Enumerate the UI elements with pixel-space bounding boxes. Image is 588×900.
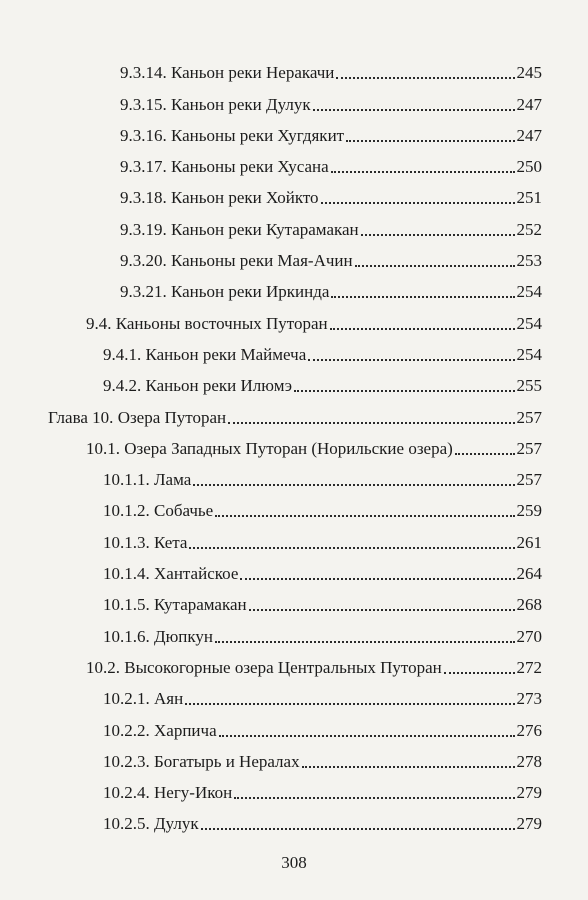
toc-entry-title: Лама (154, 470, 192, 490)
toc-entry-label (86, 658, 444, 678)
toc-entry-title: Каньон реки Неракачи (171, 63, 335, 83)
toc-entry-title: Каньон реки Кутарамакан (171, 219, 359, 239)
toc-entry-label (120, 95, 313, 115)
dot-leader (215, 641, 514, 643)
toc-entry (0, 365, 542, 396)
dot-leader (219, 735, 515, 737)
toc-entry-number: 9.3.17. (120, 157, 167, 177)
dot-leader (313, 109, 515, 111)
toc-entry-number: 9.3.20. (120, 251, 167, 271)
toc-entry-number: 9.3.18. (120, 188, 167, 208)
toc-entry-page: 272 (516, 657, 542, 677)
toc-entry-number: 10.2.1. (103, 689, 150, 709)
dot-leader (361, 234, 515, 236)
toc-entry-page: 257 (516, 438, 542, 458)
toc-entry (0, 177, 542, 208)
toc-entry-label (103, 689, 185, 709)
toc-entry-page: 279 (516, 783, 542, 803)
toc-entry-page: 254 (516, 344, 542, 364)
toc-entry-number: 10.1. (86, 438, 120, 458)
toc-entry-page: 251 (516, 188, 542, 208)
dot-leader (331, 171, 515, 173)
toc-entry (0, 490, 542, 521)
dot-leader (336, 77, 514, 79)
toc-entry-label (103, 595, 249, 615)
page-number: 308 (281, 853, 307, 872)
toc-entry-number: 9.4.1. (103, 344, 142, 364)
toc-entry-label (120, 188, 321, 208)
dot-leader (185, 703, 514, 705)
toc-entry-number: Глава 10. (48, 407, 114, 427)
toc-entry-title: Дулук (154, 814, 199, 834)
toc-entry-page: 254 (516, 282, 542, 302)
toc-entry-label (120, 251, 355, 271)
toc-entry-title: Дюпкун (154, 626, 214, 646)
toc-entry-label (120, 157, 331, 177)
toc-entry-number: 10.1.6. (103, 626, 150, 646)
dot-leader (330, 328, 515, 330)
toc-entry-title: Каньоны реки Хусана (171, 157, 329, 177)
toc-entry-label (103, 533, 189, 553)
toc-entry-page: 270 (516, 626, 542, 646)
toc-entry-page: 257 (516, 470, 542, 490)
toc-entry-page: 268 (516, 595, 542, 615)
toc-entry (0, 302, 542, 333)
toc-entry-title: Богатырь и Нералах (154, 751, 300, 771)
dot-leader (215, 515, 514, 517)
toc-entry-title: Каньон реки Дулук (171, 94, 311, 114)
toc-entry-title: Аян (154, 689, 184, 709)
toc-entry-label (120, 63, 336, 83)
toc-entry-page: 253 (516, 251, 542, 271)
toc-entry-number: 10.1.2. (103, 501, 150, 521)
toc-entry-label (103, 814, 201, 834)
table-of-contents (0, 52, 588, 834)
toc-entry-page: 245 (516, 63, 542, 83)
toc-entry (0, 647, 542, 678)
toc-entry-page: 250 (516, 157, 542, 177)
toc-entry-label (103, 376, 294, 396)
dot-leader (189, 547, 514, 549)
toc-entry-title: Каньон реки Илюмэ (145, 376, 293, 396)
toc-entry-title: Каньоны реки Хугдякит (171, 125, 345, 145)
dot-leader (193, 484, 514, 486)
toc-entry-number: 9.3.15. (120, 94, 167, 114)
toc-entry (0, 459, 542, 490)
toc-entry-page: 247 (516, 94, 542, 114)
toc-entry-page: 257 (516, 407, 542, 427)
toc-entry-number: 10.2.2. (103, 720, 150, 740)
dot-leader (321, 202, 515, 204)
toc-entry-title: Высокогорные озера Центральных Путоран (124, 657, 442, 677)
toc-entry (0, 741, 542, 772)
dot-leader (249, 609, 515, 611)
toc-entry-page: 254 (516, 313, 542, 333)
toc-entry-label (86, 314, 330, 334)
toc-entry-title: Озера Западных Путоран (Норильские озера) (124, 438, 453, 458)
toc-entry (0, 208, 542, 239)
toc-entry-label (103, 564, 240, 584)
toc-entry-label (103, 345, 308, 365)
dot-leader (346, 140, 514, 142)
toc-entry-title: Харпича (154, 720, 217, 740)
toc-entry-number: 9.3.16. (120, 125, 167, 145)
toc-entry-number: 10.1.4. (103, 564, 150, 584)
toc-entry (0, 553, 542, 584)
dot-leader (444, 672, 515, 674)
toc-entry (0, 271, 542, 302)
dot-leader (234, 797, 514, 799)
toc-entry (0, 52, 542, 83)
toc-entry-page: 276 (516, 720, 542, 740)
toc-entry-title: Каньон реки Хойкто (171, 188, 319, 208)
toc-entry-page: 261 (516, 532, 542, 552)
toc-entry-label (48, 408, 228, 428)
toc-entry-label (103, 783, 234, 803)
toc-entry (0, 240, 542, 271)
toc-entry-number: 9.3.14. (120, 63, 167, 83)
toc-entry-page: 259 (516, 501, 542, 521)
toc-entry-label (103, 501, 215, 521)
toc-entry-label (120, 282, 331, 302)
toc-entry-title: Каньон реки Иркинда (171, 282, 330, 302)
dot-leader (331, 296, 514, 298)
toc-entry-label (103, 752, 302, 772)
toc-entry (0, 615, 542, 646)
dot-leader (302, 766, 515, 768)
toc-entry-page: 247 (516, 125, 542, 145)
dot-leader (455, 453, 515, 455)
toc-entry-page: 273 (516, 689, 542, 709)
toc-entry-title: Кутарамакан (154, 595, 247, 615)
toc-entry-page: 252 (516, 219, 542, 239)
toc-entry-title: Каньоны реки Мая-Ачин (171, 251, 353, 271)
toc-entry-label (86, 439, 455, 459)
toc-entry-label (120, 126, 346, 146)
dot-leader (294, 390, 514, 392)
dot-leader (228, 422, 514, 424)
dot-leader (355, 265, 515, 267)
toc-entry (0, 521, 542, 552)
toc-entry-title: Каньон реки Маймеча (145, 344, 307, 364)
toc-entry (0, 396, 542, 427)
toc-entry-number: 10.2.4. (103, 783, 150, 803)
toc-entry (0, 334, 542, 365)
toc-entry (0, 709, 542, 740)
toc-entry-page: 264 (516, 564, 542, 584)
toc-entry-label (103, 721, 219, 741)
toc-entry-title: Собачье (154, 501, 214, 521)
toc-entry-page: 278 (516, 751, 542, 771)
toc-entry-title: Негу-Икон (154, 783, 233, 803)
toc-entry (0, 83, 542, 114)
toc-entry-page: 279 (516, 814, 542, 834)
toc-entry-label (120, 220, 361, 240)
dot-leader (240, 578, 514, 580)
toc-entry-number: 10.2.3. (103, 751, 150, 771)
toc-entry-label (103, 627, 215, 647)
toc-entry (0, 772, 542, 803)
toc-entry (0, 146, 542, 177)
toc-entry-number: 10.2. (86, 657, 120, 677)
toc-entry-title: Озера Путоран (117, 407, 227, 427)
toc-entry-number: 9.3.19. (120, 219, 167, 239)
toc-entry-number: 10.1.3. (103, 532, 150, 552)
toc-entry-number: 10.1.5. (103, 595, 150, 615)
toc-entry-number: 9.3.21. (120, 282, 167, 302)
toc-entry (0, 803, 542, 834)
toc-entry-number: 10.2.5. (103, 814, 150, 834)
toc-entry-number: 9.4.2. (103, 376, 142, 396)
toc-entry-page: 255 (516, 376, 542, 396)
toc-entry-title: Кета (154, 532, 188, 552)
toc-entry-label (103, 470, 193, 490)
toc-entry (0, 428, 542, 459)
toc-entry (0, 678, 542, 709)
toc-entry-number: 9.4. (86, 313, 112, 333)
dot-leader (308, 359, 514, 361)
dot-leader (201, 828, 515, 830)
toc-entry-number: 10.1.1. (103, 470, 150, 490)
toc-entry (0, 584, 542, 615)
toc-entry-title: Каньоны восточных Путоран (115, 313, 328, 333)
toc-entry-title: Хантайское (154, 564, 239, 584)
toc-entry (0, 115, 542, 146)
